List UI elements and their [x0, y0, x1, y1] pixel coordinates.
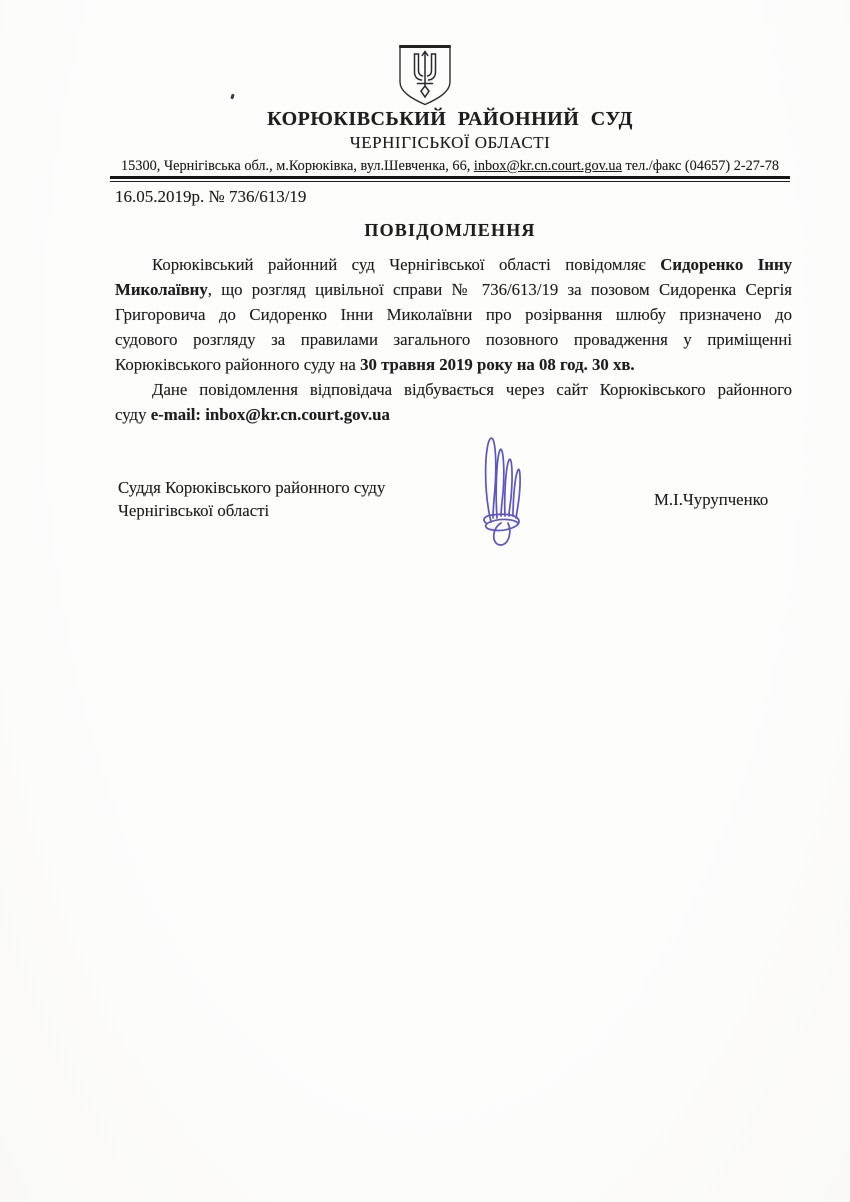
body-text-line: Корюківський районний суд Чернігівської області повідомляє Сидоренко Інну: [152, 255, 793, 274]
phone-fax-text: тел./факс (04657) 2-27-78: [621, 158, 779, 174]
court-region: ЧЕРНІГІСЬКОЇ ОБЛАСТІ: [349, 133, 551, 152]
signatory-role-line2: Чернігівської області: [118, 501, 270, 520]
court-address-line: [110, 157, 790, 175]
body-text-line: Корюківського районного суду на 30 травня 2019 року на 08 год. 30 хв.: [115, 355, 635, 374]
body-paragraphs: [115, 252, 792, 427]
signatory-role-line1: Суддя Корюківського районного суду: [118, 478, 386, 497]
handwritten-signature: [452, 426, 552, 551]
body-text-line: суду e-mail: inbox@kr.cn.court.gov.ua: [115, 405, 390, 424]
body-text-line: Григоровича до Сидоренко Інни Миколаївни про розірвання шлюбу призначено до: [115, 305, 792, 324]
signatory-name: М.І.Чурупченко: [654, 490, 769, 509]
date-and-case-number: 16.05.2019р. № 736/613/19: [115, 187, 307, 206]
letterhead-divider: [110, 176, 790, 182]
address-text: 15300, Чернігівська обл., м.Корюківка, вул.Шевченка, 66,: [121, 158, 474, 174]
scan-artifact-speck: [230, 94, 234, 100]
document-title: ПОВІДОМЛЕННЯ: [364, 220, 536, 240]
court-email: inbox@kr.cn.court.gov.ua: [473, 158, 622, 174]
body-text-line: Дане повідомлення відповідача відбувається через сайт Корюківського районного: [152, 380, 792, 399]
body-text-line: судового розгляду за правилами загального позовного провадження у приміщенні: [115, 330, 792, 349]
ukraine-trident-emblem-icon: [396, 45, 454, 107]
signatory-role: [118, 476, 385, 522]
court-name: КОРЮКІВСЬКИЙ РАЙОННИЙ СУД: [267, 108, 633, 130]
body-text-line: Миколаївну, що розгляд цивільної справи № 736/613/19 за позовом Сидоренка Сергія: [115, 280, 792, 299]
